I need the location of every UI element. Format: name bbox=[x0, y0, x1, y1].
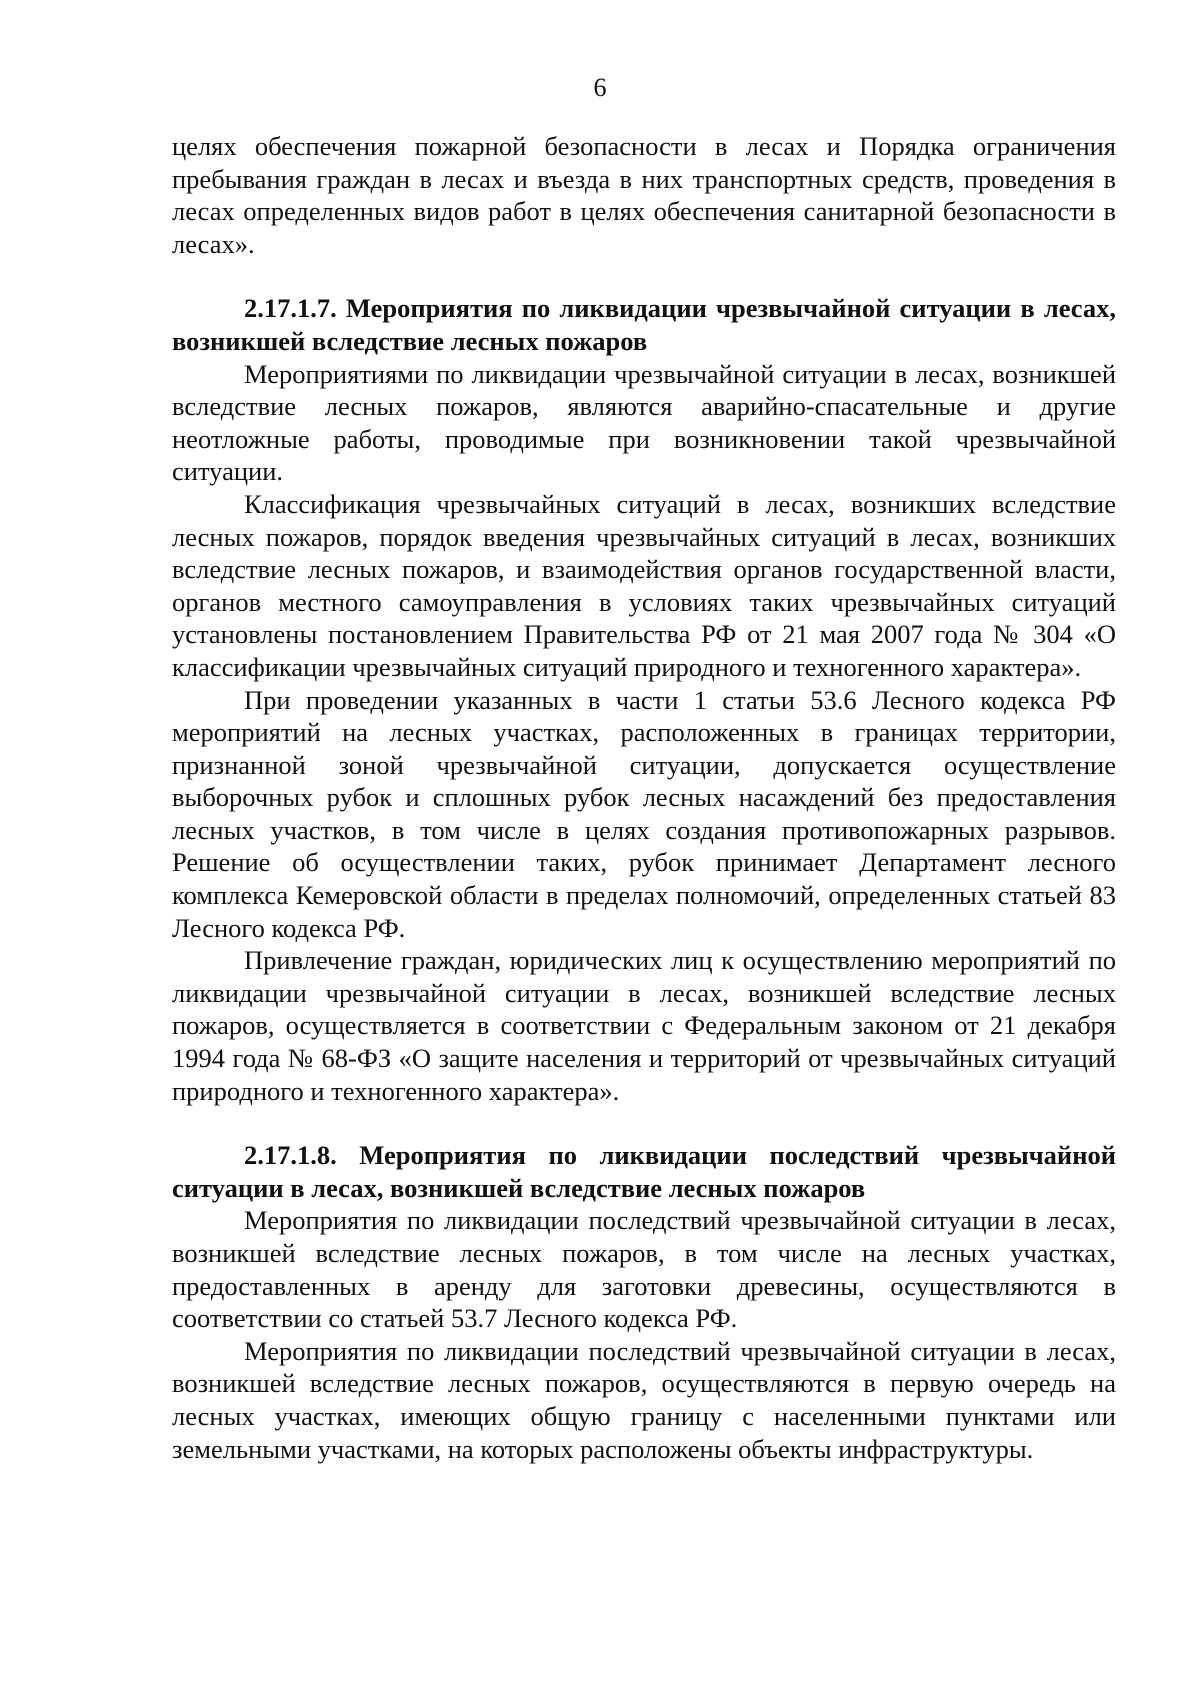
document-body bbox=[172, 130, 1116, 1465]
page-number: 6 bbox=[593, 73, 607, 102]
paragraph: При проведении указанных в части 1 статьи 53.6 Лесного кодекса РФ мероприятий на лесных участках, расположенных в границах территории, признанной зоной чрезвычайной ситуации, допускается осуществление выборочных рубок и сплошных рубок лесных насаждений без предоставления лесных участков, в том числе в целях создания противопожарных разрывов. Решение об осуществлении таких, рубок принимает Департамент лесного комплекса Кемеровской области в пределах полномочий, определенных статьей 83 Лесного кодекса РФ. bbox=[172, 684, 1116, 943]
section-gap bbox=[172, 260, 1116, 292]
paragraph: Мероприятиями по ликвидации чрезвычайной ситуации в лесах, возникшей вследствие лесных пожаров, являются аварийно-спасательные и другие неотложные работы, проводимые при возникновении такой чрезвычайной ситуации. bbox=[172, 358, 1116, 487]
paragraph-continuation: целях обеспечения пожарной безопасности в лесах и Порядка ограничения пребывания граждан в лесах и въезда в них транспортных средств, проведения в лесах определенных видов работ в целях обеспечения санитарной безопасности в лесах». bbox=[172, 131, 1116, 259]
paragraph: Мероприятия по ликвидации последствий чрезвычайной ситуации в лесах, возникшей вследствие лесных пожаров, в том числе на лесных участках, предоставленных в аренду для заготовки древесины, осуществляются в соответствии со статьей 53.7 Лесного кодекса РФ. bbox=[172, 1205, 1116, 1334]
paragraph: Классификация чрезвычайных ситуаций в лесах, возникших вследствие лесных пожаров, порядок введения чрезвычайных ситуаций в лесах, возникших вследствие лесных пожаров, и взаимодействия органов государственной власти, органов местного самоуправления в условиях таких чрезвычайных ситуаций установлены постановлением Правительства РФ от 21 мая 2007 года № 304 «О классификации чрезвычайных ситуаций природного и техногенного характера». bbox=[172, 488, 1116, 682]
paragraph: Привлечение граждан, юридических лиц к осуществлению мероприятий по ликвидации чрезвычайной ситуации в лесах, возникшей вследствие лесных пожаров, осуществляется в соответствии с Федеральным законом от 21 декабря 1994 года № 68-ФЗ «О защите населения и территорий от чрезвычайных ситуаций природного и техногенного характера». bbox=[172, 945, 1116, 1106]
paragraph: Мероприятия по ликвидации последствий чрезвычайной ситуации в лесах, возникшей вследствие лесных пожаров, осуществляются в первую очередь на лесных участках, имеющих общую границу с населенными пунктами или земельными участками, на которых расположены объекты инфраструктуры. bbox=[172, 1335, 1116, 1464]
section-heading-2-17-1-7: 2.17.1.7. Мероприятия по ликвидации чрезвычайной ситуации в лесах, возникшей вследствие лесных пожаров bbox=[172, 293, 1116, 356]
section-gap bbox=[172, 1107, 1116, 1139]
section-heading-2-17-1-8: 2.17.1.8. Мероприятия по ликвидации последствий чрезвычайной ситуации в лесах, возникшей вследствие лесных пожаров bbox=[172, 1140, 1116, 1203]
